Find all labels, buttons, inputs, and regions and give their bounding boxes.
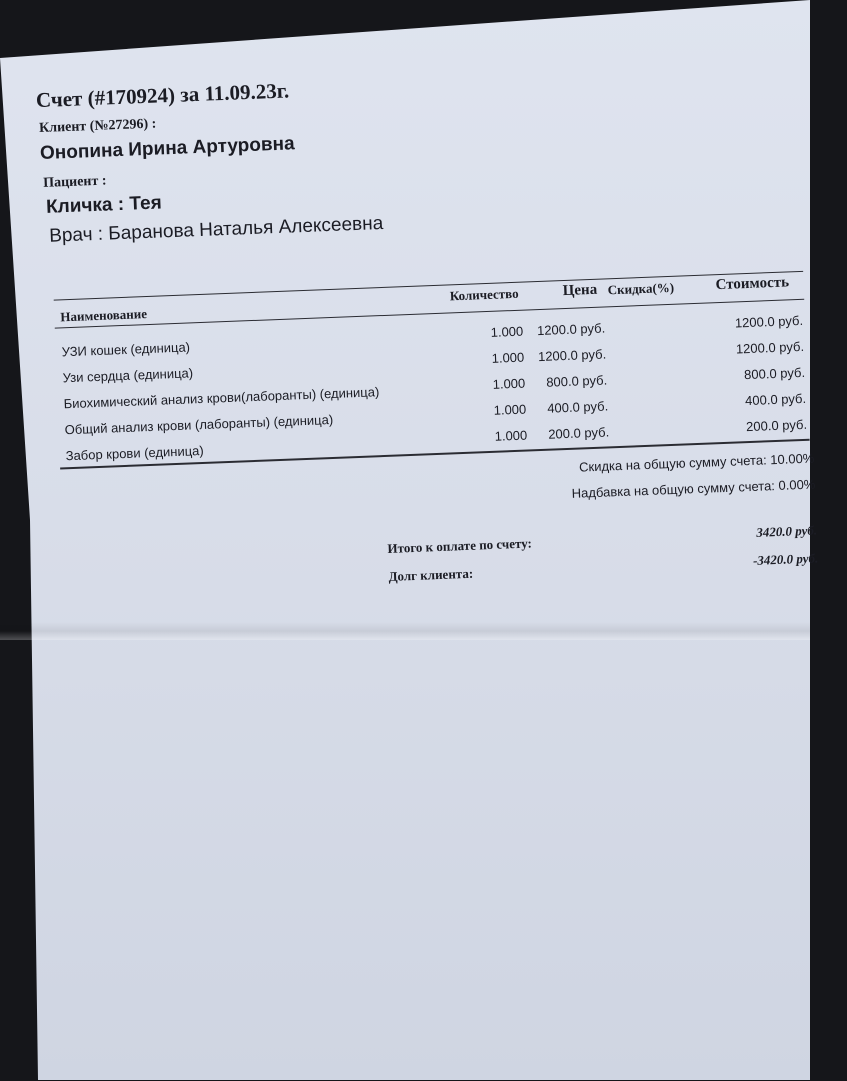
row-quantity: 1.000	[492, 375, 526, 392]
row-quantity: 1.000	[494, 427, 528, 444]
discount-summary: Скидка на общую сумму счета: 10.00%	[578, 450, 815, 475]
row-quantity: 1.000	[490, 323, 524, 340]
invoice-title: Счет (#170924) за 11.09.23г.	[35, 78, 290, 113]
header-cost: Стоимость	[715, 274, 790, 294]
client-name: Онопина Ирина Артуровна	[39, 133, 295, 165]
row-name: Биохимический анализ крови(лаборанты) (единица)	[63, 384, 380, 412]
row-price: 1200.0 руб.	[537, 346, 607, 365]
row-name: УЗИ кошек (единица)	[61, 339, 191, 360]
debt-label: Долг клиента:	[388, 565, 474, 584]
header-quantity: Количество	[449, 285, 519, 304]
total-label: Итого к оплате по счету:	[387, 535, 533, 556]
header-name: Наименование	[60, 306, 148, 325]
row-name: Общий анализ крови (лаборанты) (единица)	[64, 411, 334, 438]
row-quantity: 1.000	[491, 349, 525, 366]
header-price: Цена	[562, 281, 598, 300]
patient-label: Пациент :	[42, 173, 107, 191]
row-price: 400.0 руб.	[546, 398, 609, 416]
row-cost: 400.0 руб.	[744, 390, 807, 409]
header-discount: Скидка(%)	[607, 279, 675, 298]
row-cost: 1200.0 руб.	[735, 338, 805, 357]
row-cost: 200.0 руб.	[745, 416, 808, 435]
row-price: 800.0 руб.	[545, 372, 608, 390]
debt-value: -3420.0 руб.	[752, 550, 819, 568]
total-value: 3420.0 руб.	[755, 522, 818, 540]
row-quantity: 1.000	[493, 401, 527, 418]
pet-name: Кличка : Тея	[45, 192, 163, 218]
row-price: 200.0 руб.	[547, 424, 610, 442]
row-name: Узи сердца (единица)	[62, 365, 194, 386]
row-cost: 1200.0 руб.	[734, 312, 804, 331]
table-header-rule	[55, 299, 804, 329]
row-price: 1200.0 руб.	[536, 320, 606, 339]
doctor-name: Врач : Баранова Наталья Алексеевна	[48, 212, 384, 247]
client-label: Клиент (№27296) :	[38, 116, 157, 137]
table-top-rule	[54, 271, 803, 301]
row-cost: 800.0 руб.	[743, 364, 806, 383]
row-name: Забор крови (единица)	[65, 442, 204, 464]
markup-summary: Надбавка на общую сумму счета: 0.00%	[571, 476, 816, 501]
